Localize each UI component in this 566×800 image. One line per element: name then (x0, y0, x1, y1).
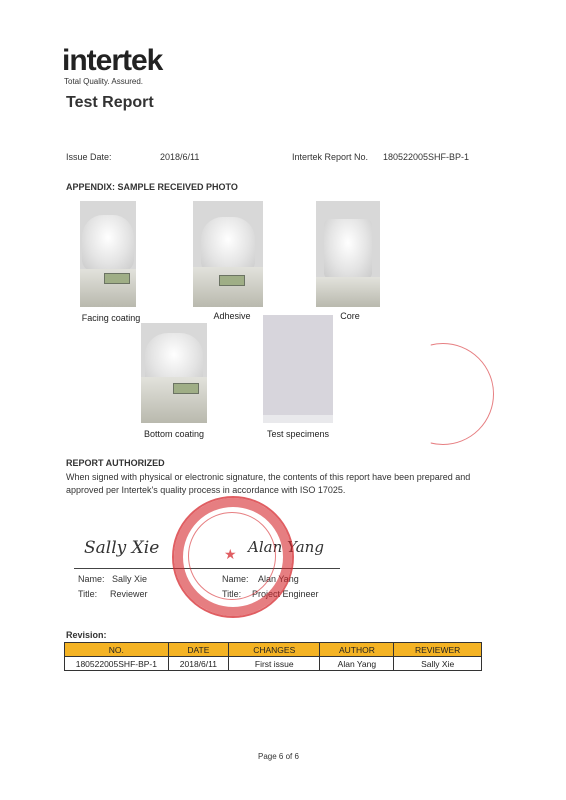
authorization-text-2: approved per Intertek's quality process in accordance with ISO 17025. (66, 485, 346, 495)
appendix-heading: APPENDIX: SAMPLE RECEIVED PHOTO (66, 182, 238, 192)
left-title-label: Title: (78, 589, 98, 599)
caption-facing-coating: Facing coating (81, 313, 141, 323)
right-name-label: Name: (222, 574, 249, 584)
col-author: AUTHOR (320, 643, 394, 657)
col-no: NO. (65, 643, 169, 657)
signature-right: Alan Yang (248, 538, 324, 556)
page-number: Page 6 of 6 (258, 752, 299, 761)
cell-changes: First issue (229, 657, 320, 671)
issue-date-value: 2018/6/11 (160, 152, 200, 162)
photo-bottom-coating (141, 323, 207, 423)
col-changes: CHANGES (229, 643, 320, 657)
cell-no: 180522005SHF-BP-1 (65, 657, 169, 671)
logo-tagline: Total Quality. Assured. (64, 77, 143, 86)
col-date: DATE (168, 643, 228, 657)
report-authorized-heading: REPORT AUTHORIZED (66, 458, 165, 468)
report-no-value: 180522005SHF-BP-1 (383, 152, 470, 162)
cell-author: Alan Yang (320, 657, 394, 671)
cell-reviewer: Sally Xie (394, 657, 482, 671)
right-title-label: Title: (222, 589, 242, 599)
page-title: Test Report (66, 94, 154, 111)
right-title: Project Engineer (252, 589, 319, 599)
col-reviewer: REVIEWER (394, 643, 482, 657)
intertek-logo: intertek (62, 44, 163, 77)
right-name: Alan Yang (258, 574, 299, 584)
photo-test-specimens (263, 315, 333, 423)
photo-adhesive (193, 201, 263, 307)
caption-bottom-coating: Bottom coating (143, 429, 205, 439)
revision-heading: Revision: (66, 630, 107, 640)
table-row (65, 657, 482, 671)
revision-header-row (65, 643, 482, 657)
left-name-label: Name: (78, 574, 105, 584)
company-stamp (172, 496, 294, 618)
caption-adhesive: Adhesive (213, 311, 251, 321)
revision-table (64, 642, 482, 671)
authorization-text-1: When signed with physical or electronic signature, the contents of this report have been prepared and (66, 472, 471, 482)
report-no-label: Intertek Report No. (292, 152, 369, 162)
stamp-star-icon: ★ (224, 546, 237, 562)
left-name: Sally Xie (112, 574, 148, 584)
photo-facing-coating (80, 201, 136, 307)
caption-core: Core (340, 311, 360, 321)
cell-date: 2018/6/11 (168, 657, 228, 671)
photo-core (316, 201, 380, 307)
signature-left: Sally Xie (84, 538, 160, 558)
left-title: Reviewer (110, 589, 148, 599)
partial-stamp (392, 343, 494, 445)
caption-test-specimens: Test specimens (266, 429, 330, 439)
issue-date-label: Issue Date: (66, 152, 112, 162)
